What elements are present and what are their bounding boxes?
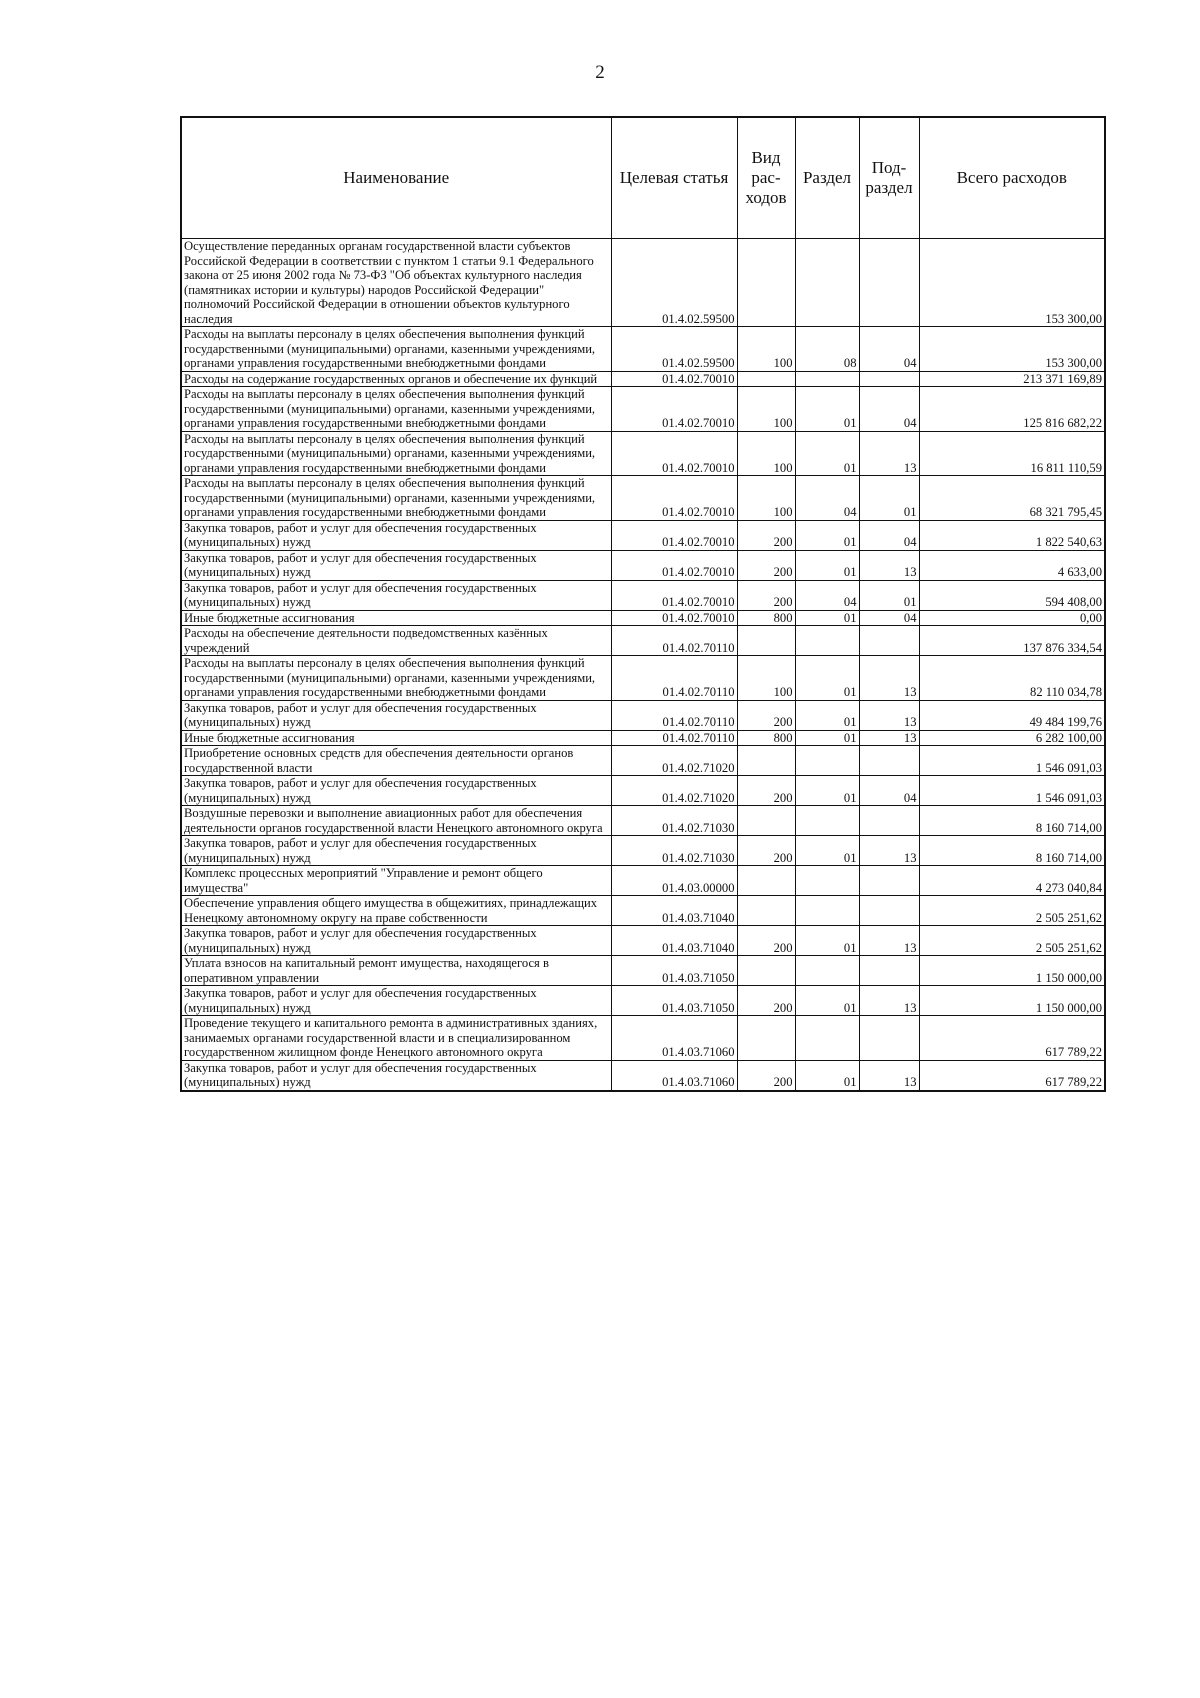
table-row [181,520,1105,550]
cell-expense-type [737,1016,795,1061]
cell-total: 4 633,00 [919,550,1105,580]
cell-section [795,371,859,387]
cell-name: Приобретение основных средств для обеспечения деятельности органов государственной власти [181,746,611,776]
cell-total: 68 321 795,45 [919,476,1105,521]
cell-section: 01 [795,926,859,956]
header-name: Наименование [181,117,611,239]
cell-expense-type [737,866,795,896]
cell-target-code: 01.4.02.70010 [611,371,737,387]
cell-target-code: 01.4.03.71040 [611,896,737,926]
table-row [181,836,1105,866]
cell-name: Закупка товаров, работ и услуг для обеспечения государственных (муниципальных) нужд [181,986,611,1016]
cell-section: 08 [795,327,859,372]
cell-name: Закупка товаров, работ и услуг для обеспечения государственных (муниципальных) нужд [181,836,611,866]
table-row [181,327,1105,372]
table-row [181,387,1105,432]
cell-total: 153 300,00 [919,239,1105,327]
cell-expense-type: 100 [737,431,795,476]
cell-target-code: 01.4.02.71020 [611,776,737,806]
cell-name: Расходы на выплаты персоналу в целях обеспечения выполнения функций государственными (муниципальными) органами, казенными учреждениями, органами управления государственными внебюджетными фондами [181,327,611,372]
table-row [181,656,1105,701]
cell-name: Закупка товаров, работ и услуг для обеспечения государственных (муниципальных) нужд [181,1060,611,1091]
cell-target-code: 01.4.03.00000 [611,866,737,896]
table-row [181,806,1105,836]
cell-section [795,239,859,327]
cell-subsection [859,746,919,776]
cell-total: 8 160 714,00 [919,836,1105,866]
cell-target-code: 01.4.02.70010 [611,550,737,580]
cell-subsection [859,239,919,327]
table-row [181,476,1105,521]
cell-subsection: 13 [859,1060,919,1091]
table-body [181,239,1105,1091]
budget-table [180,116,1106,1092]
cell-expense-type: 200 [737,550,795,580]
cell-name: Закупка товаров, работ и услуг для обеспечения государственных (муниципальных) нужд [181,520,611,550]
cell-subsection: 01 [859,476,919,521]
cell-subsection: 01 [859,580,919,610]
cell-section: 01 [795,1060,859,1091]
cell-target-code: 01.4.02.70010 [611,580,737,610]
cell-expense-type: 100 [737,327,795,372]
cell-section [795,626,859,656]
cell-target-code: 01.4.02.70010 [611,520,737,550]
table-row [181,610,1105,626]
cell-total: 1 546 091,03 [919,746,1105,776]
cell-subsection: 04 [859,327,919,372]
cell-total: 2 505 251,62 [919,926,1105,956]
cell-target-code: 01.4.03.71050 [611,986,737,1016]
cell-expense-type: 200 [737,926,795,956]
cell-expense-type: 200 [737,580,795,610]
header-total: Всего расходов [919,117,1105,239]
cell-total: 4 273 040,84 [919,866,1105,896]
table-row [181,730,1105,746]
cell-expense-type [737,806,795,836]
cell-total: 153 300,00 [919,327,1105,372]
cell-section: 01 [795,431,859,476]
cell-subsection: 13 [859,656,919,701]
cell-expense-type [737,239,795,327]
header-code: Целевая статья [611,117,737,239]
cell-name: Комплекс процессных мероприятий "Управление и ремонт общего имущества" [181,866,611,896]
cell-total: 1 150 000,00 [919,986,1105,1016]
cell-target-code: 01.4.03.71060 [611,1060,737,1091]
cell-subsection: 04 [859,776,919,806]
table-header [181,117,1105,239]
cell-total: 594 408,00 [919,580,1105,610]
table-row [181,1060,1105,1091]
cell-section [795,746,859,776]
header-vid: Вид рас-ходов [737,117,795,239]
cell-name: Закупка товаров, работ и услуг для обеспечения государственных (муниципальных) нужд [181,700,611,730]
cell-target-code: 01.4.02.70110 [611,626,737,656]
table-row [181,431,1105,476]
cell-subsection [859,956,919,986]
cell-expense-type [737,896,795,926]
cell-subsection [859,806,919,836]
cell-section: 01 [795,610,859,626]
cell-section: 01 [795,700,859,730]
cell-name: Расходы на обеспечение деятельности подведомственных казённых учреждений [181,626,611,656]
cell-total: 213 371 169,89 [919,371,1105,387]
cell-section: 01 [795,387,859,432]
cell-subsection [859,866,919,896]
cell-expense-type: 100 [737,387,795,432]
cell-section [795,866,859,896]
cell-name: Осуществление переданных органам государственной власти субъектов Российской Федерации в соответствии с пунктом 1 статьи 9.1 Федерального закона от 25 июня 2002 года № 73-ФЗ "Об объектах культурного наследия (памятниках истории и культуры) народов Российской Федерации" полномочий Российской Федерации в отношении объектов культурного наследия [181,239,611,327]
cell-expense-type: 800 [737,730,795,746]
cell-name: Расходы на выплаты персоналу в целях обеспечения выполнения функций государственными (муниципальными) органами, казенными учреждениями, органами управления государственными внебюджетными фондами [181,656,611,701]
cell-target-code: 01.4.02.71030 [611,836,737,866]
cell-target-code: 01.4.03.71040 [611,926,737,956]
cell-expense-type: 100 [737,476,795,521]
table-row [181,926,1105,956]
cell-target-code: 01.4.02.70010 [611,476,737,521]
cell-total: 1 150 000,00 [919,956,1105,986]
cell-name: Закупка товаров, работ и услуг для обеспечения государственных (муниципальных) нужд [181,580,611,610]
cell-expense-type: 200 [737,776,795,806]
cell-section: 01 [795,550,859,580]
cell-expense-type [737,371,795,387]
table-row [181,371,1105,387]
cell-section: 01 [795,836,859,866]
cell-section: 01 [795,730,859,746]
cell-subsection: 13 [859,700,919,730]
cell-total: 617 789,22 [919,1060,1105,1091]
cell-subsection: 13 [859,926,919,956]
cell-subsection: 04 [859,520,919,550]
cell-subsection: 13 [859,431,919,476]
cell-total: 137 876 334,54 [919,626,1105,656]
cell-target-code: 01.4.02.70110 [611,730,737,746]
table-row [181,1016,1105,1061]
cell-expense-type [737,956,795,986]
cell-subsection: 13 [859,550,919,580]
cell-expense-type: 200 [737,986,795,1016]
cell-section: 04 [795,580,859,610]
table-row [181,700,1105,730]
cell-name: Иные бюджетные ассигнования [181,730,611,746]
cell-name: Закупка товаров, работ и услуг для обеспечения государственных (муниципальных) нужд [181,776,611,806]
cell-subsection [859,896,919,926]
cell-total: 125 816 682,22 [919,387,1105,432]
cell-target-code: 01.4.03.71060 [611,1016,737,1061]
cell-name: Обеспечение управления общего имущества в общежитиях, принадлежащих Ненецкому автономному округу на праве собственности [181,896,611,926]
cell-name: Проведение текущего и капитального ремонта в административных зданиях, занимаемых органами государственной власти и в специализированном государственном жилищном фонде Ненецкого автономного округа [181,1016,611,1061]
cell-total: 6 282 100,00 [919,730,1105,746]
cell-section [795,956,859,986]
cell-target-code: 01.4.02.59500 [611,239,737,327]
table-row [181,550,1105,580]
cell-subsection: 13 [859,986,919,1016]
cell-expense-type: 200 [737,700,795,730]
cell-subsection: 04 [859,610,919,626]
cell-section: 04 [795,476,859,521]
cell-expense-type: 200 [737,520,795,550]
cell-expense-type: 200 [737,836,795,866]
cell-name: Расходы на выплаты персоналу в целях обеспечения выполнения функций государственными (муниципальными) органами, казенными учреждениями, органами управления государственными внебюджетными фондами [181,431,611,476]
cell-name: Уплата взносов на капитальный ремонт имущества, находящегося в оперативном управлении [181,956,611,986]
cell-subsection: 04 [859,387,919,432]
cell-target-code: 01.4.02.70110 [611,700,737,730]
cell-total: 1 546 091,03 [919,776,1105,806]
cell-total: 617 789,22 [919,1016,1105,1061]
cell-target-code: 01.4.02.71030 [611,806,737,836]
cell-name: Воздушные перевозки и выполнение авиационных работ для обеспечения деятельности органов государственной власти Ненецкого автономного округа [181,806,611,836]
cell-total: 82 110 034,78 [919,656,1105,701]
cell-name: Расходы на содержание государственных органов и обеспечение их функций [181,371,611,387]
cell-total: 2 505 251,62 [919,896,1105,926]
cell-subsection [859,1016,919,1061]
cell-name: Закупка товаров, работ и услуг для обеспечения государственных (муниципальных) нужд [181,926,611,956]
cell-section: 01 [795,520,859,550]
header-razdel: Раздел [795,117,859,239]
page-number: 2 [595,62,605,83]
cell-total: 1 822 540,63 [919,520,1105,550]
cell-target-code: 01.4.02.70110 [611,656,737,701]
table-row [181,626,1105,656]
table-row [181,986,1105,1016]
cell-target-code: 01.4.02.70010 [611,431,737,476]
cell-target-code: 01.4.02.70010 [611,610,737,626]
table-row [181,580,1105,610]
cell-expense-type: 200 [737,1060,795,1091]
table-row [181,746,1105,776]
cell-section: 01 [795,776,859,806]
cell-target-code: 01.4.02.59500 [611,327,737,372]
cell-subsection: 13 [859,836,919,866]
cell-subsection [859,371,919,387]
cell-name: Закупка товаров, работ и услуг для обеспечения государственных (муниципальных) нужд [181,550,611,580]
cell-expense-type: 800 [737,610,795,626]
cell-section [795,1016,859,1061]
cell-expense-type [737,626,795,656]
cell-total: 49 484 199,76 [919,700,1105,730]
cell-section [795,806,859,836]
table-row [181,866,1105,896]
table-row [181,776,1105,806]
table-row [181,239,1105,327]
cell-subsection [859,626,919,656]
table-row [181,956,1105,986]
cell-expense-type: 100 [737,656,795,701]
cell-subsection: 13 [859,730,919,746]
cell-target-code: 01.4.02.71020 [611,746,737,776]
cell-total: 16 811 110,59 [919,431,1105,476]
cell-section: 01 [795,986,859,1016]
cell-section: 01 [795,656,859,701]
cell-name: Расходы на выплаты персоналу в целях обеспечения выполнения функций государственными (муниципальными) органами, казенными учреждениями, органами управления государственными внебюджетными фондами [181,387,611,432]
cell-target-code: 01.4.02.70010 [611,387,737,432]
cell-target-code: 01.4.03.71050 [611,956,737,986]
cell-section [795,896,859,926]
cell-total: 8 160 714,00 [919,806,1105,836]
cell-expense-type [737,746,795,776]
table-row [181,896,1105,926]
cell-name: Расходы на выплаты персоналу в целях обеспечения выполнения функций государственными (муниципальными) органами, казенными учреждениями, органами управления государственными внебюджетными фондами [181,476,611,521]
cell-name: Иные бюджетные ассигнования [181,610,611,626]
header-podrazdel: Под-раздел [859,117,919,239]
cell-total: 0,00 [919,610,1105,626]
